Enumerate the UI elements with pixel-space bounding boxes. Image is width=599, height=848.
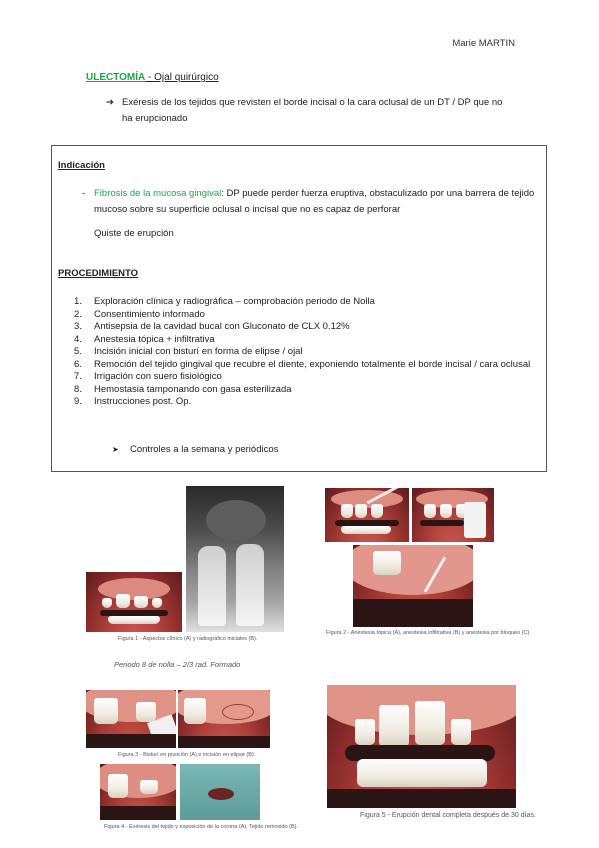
step-text: Exploración clínica y radiográfica – comprobación periodo de Nolla	[94, 296, 375, 307]
figure1-note: Periodo 8 de nolla – 2/3 rad. Formado	[114, 660, 241, 669]
figure3-caption: Figura 3 - Bisturí en posición (A) e incisión en elipse (B).	[118, 752, 256, 758]
figure5-photo	[327, 685, 516, 808]
step-text: Instrucciones post. Op.	[94, 396, 192, 407]
controls-line	[112, 444, 278, 455]
figure3-photo-b	[178, 690, 270, 748]
step-text: Anestesia tópica + infiltrativa	[94, 333, 215, 345]
figure4-photo-b	[180, 764, 260, 820]
figure4-caption: Figura 4 - Exéresis del tejido y exposición de la corona (A). Tejido removido (B).	[104, 824, 299, 830]
step-number: 2.	[74, 308, 82, 320]
controls-text: Controles a la semana y periódicos	[130, 444, 279, 455]
step-number: 8.	[74, 383, 82, 395]
figure2-photo-a	[325, 488, 409, 542]
title-subtitle: - Ojal quirúrgico	[145, 72, 219, 83]
author-name: Marie MARTIN	[452, 38, 515, 49]
figure5-caption: Figura 5 - Erupción dental completa después de 30 días.	[360, 812, 536, 819]
figure1-clinical-photo	[86, 572, 182, 632]
step-text: Remoción del tejido gingival que recubre el diente, exponiendo totalmente el borde incisal / cara oclusal	[94, 358, 531, 370]
step-text: Incisión inicial con bisturí en forma de elipse / ojal	[94, 346, 303, 357]
figure3-photo-a	[86, 690, 176, 748]
definition	[108, 95, 508, 127]
step-number: 1.	[74, 296, 82, 307]
indication-heading: Indicación	[58, 160, 105, 171]
figure2-caption: Figura 2 - Anestesia tópica (A), anestesia infiltrativa (B) y anestesia por bloqueo (C).	[326, 630, 531, 636]
figure1-caption: Figura 1 - Aspectos clínico (A) y radiográfico iniciales (B).	[118, 636, 258, 642]
title-term: ULECTOMÍA	[86, 72, 146, 83]
step-number: 7.	[74, 371, 82, 382]
figure1-xray	[186, 486, 284, 632]
arrowhead-bullet-icon: ➤	[112, 445, 119, 454]
step-number: 9.	[74, 396, 82, 407]
arrow-right-icon: ➔	[106, 97, 114, 108]
indication-text: : DP puede perder fuerza eruptiva, obstaculizado por una barrera de tejido mucoso sobre su superficie oclusal o incisal que no es capaz de perforar	[94, 188, 535, 215]
step-number: 5.	[74, 346, 82, 357]
list-item	[74, 384, 534, 397]
list-item	[74, 309, 534, 322]
list-item	[74, 359, 534, 372]
list-item	[74, 296, 534, 309]
figure2-photo-c	[353, 545, 473, 627]
list-item	[74, 371, 534, 384]
figure4-photo-a	[100, 764, 176, 820]
step-number: 4.	[74, 333, 82, 345]
procedure-heading: PROCEDIMIENTO	[58, 268, 139, 279]
list-item	[74, 396, 534, 409]
list-item	[74, 346, 534, 359]
step-text: Consentimiento informado	[94, 308, 205, 320]
procedure-steps	[74, 296, 534, 409]
list-item	[74, 334, 534, 347]
figure2-photo-b	[412, 488, 494, 542]
step-text: Hemostasia tamponando con gasa esterilizada	[94, 383, 292, 395]
indication-body	[86, 186, 541, 218]
indication-extra: Quiste de erupción	[94, 228, 174, 239]
list-item	[74, 321, 534, 334]
definition-text: Exéresis de los tejidos que revisten el borde incisal o la cara oclusal de un DT / DP que no ha erupcionado	[122, 97, 503, 124]
indication-item	[82, 186, 541, 218]
step-text: Antisepsia de la cavidad bucal con Gluconato de CLX 0.12%	[94, 321, 350, 332]
step-number: 3.	[74, 321, 82, 332]
dash-bullet: -	[82, 188, 86, 199]
indication-term: Fibrosis de la mucosa gingival	[94, 188, 222, 199]
page-title	[86, 72, 219, 83]
step-text: Irrigación con suero fisiológico	[94, 371, 222, 382]
step-number: 6.	[74, 358, 82, 370]
